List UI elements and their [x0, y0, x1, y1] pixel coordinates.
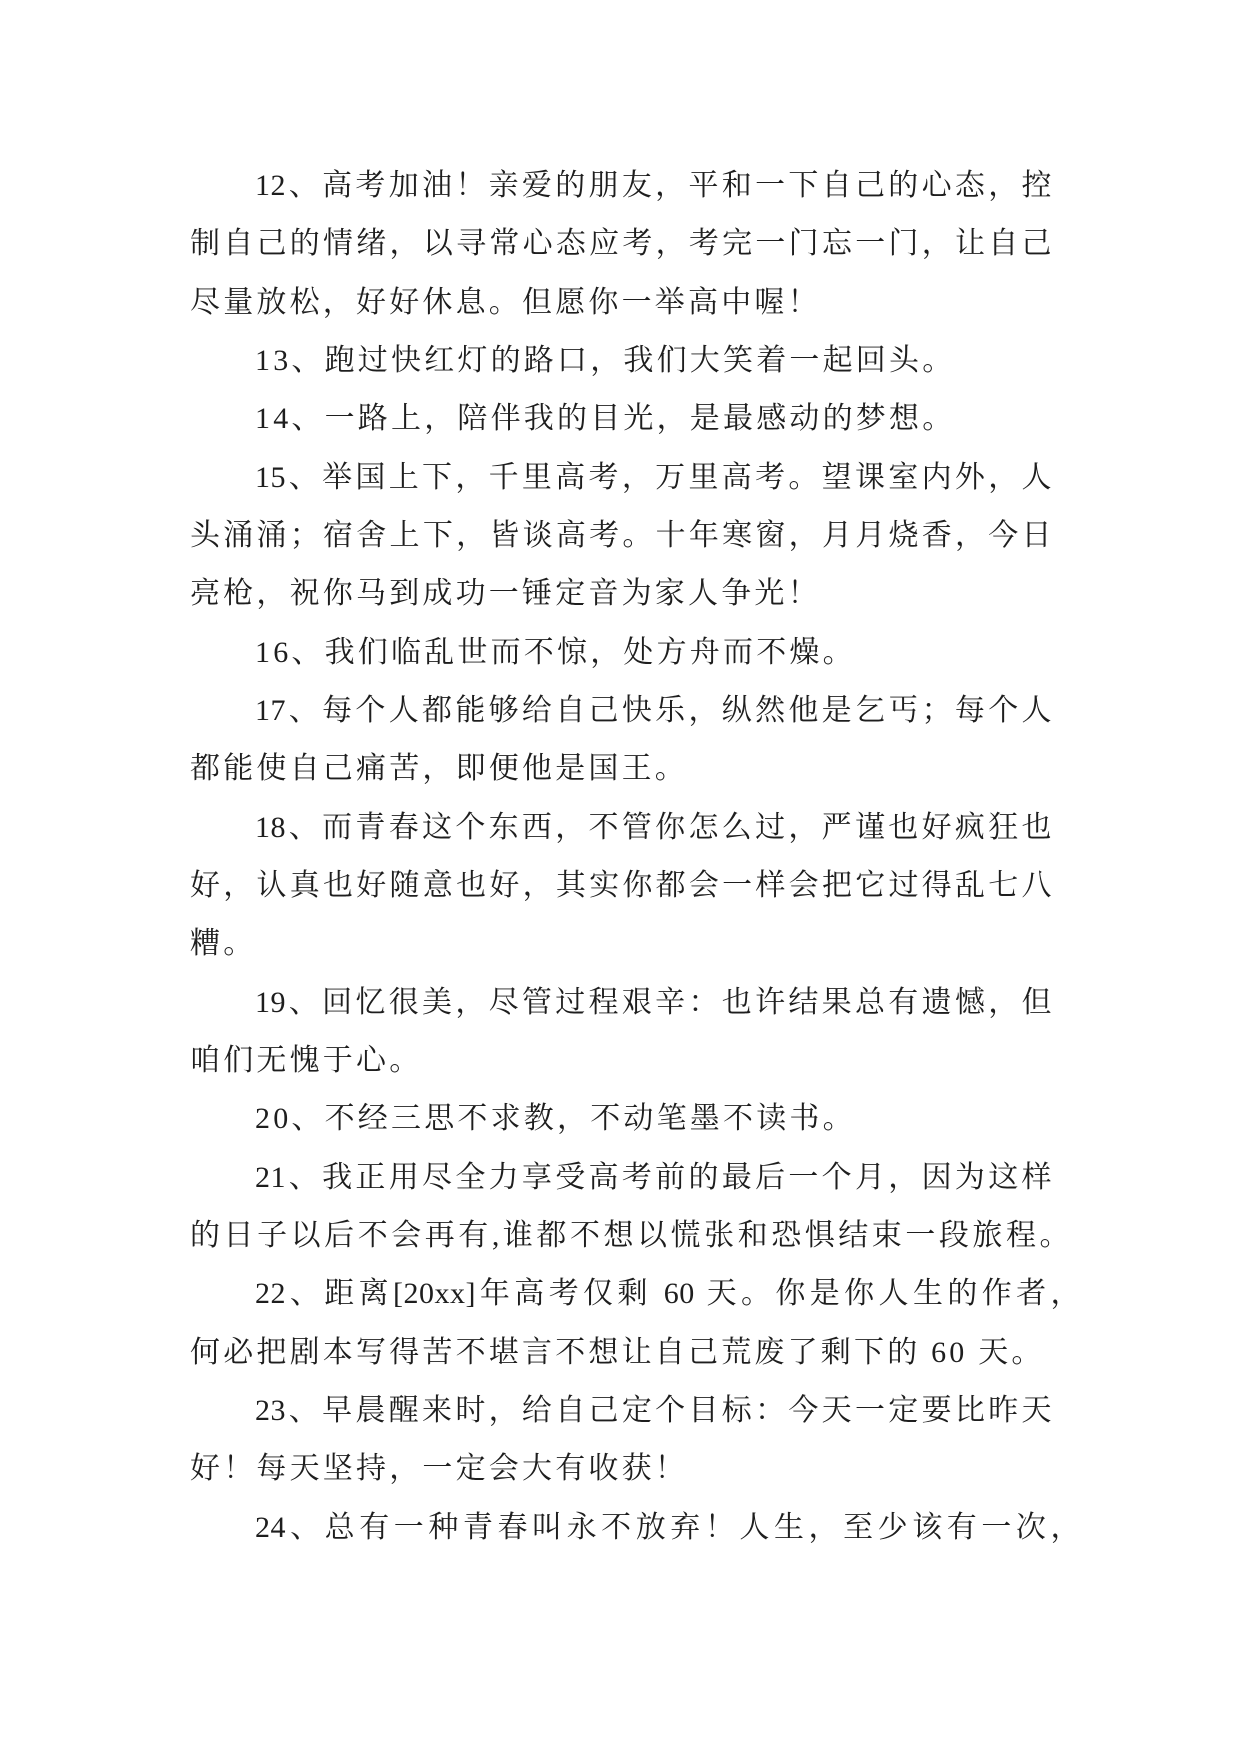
paragraph-line: 17、每个人都能够给自己快乐，纵然他是乞丐；每个人	[255, 693, 1052, 727]
paragraph-22	[190, 1265, 1081, 1382]
paragraph-line: 23、早晨醒来时，给自己定个目标：今天一定要比昨天	[255, 1393, 1052, 1427]
paragraph-13	[190, 332, 1052, 390]
paragraph-line: 21、我正用尽全力享受高考前的最后一个月，因为这样	[255, 1160, 1052, 1194]
paragraph-line: 咱们无愧于心。	[190, 1043, 423, 1077]
paragraph-line: 何必把剧本写得苦不堪言不想让自己荒废了剩下的 60 天。	[190, 1335, 1045, 1369]
paragraph-line: 19、回忆很美，尽管过程艰辛：也许结果总有遗憾，但	[255, 985, 1052, 1019]
paragraph-19	[190, 974, 1052, 1091]
paragraph-17	[190, 682, 1052, 799]
paragraph-15	[190, 449, 1052, 624]
paragraph-line: 好！每天坚持，一定会大有收获！	[190, 1452, 688, 1486]
paragraph-line: 22、距离[20xx]年高考仅剩 60 天。你是你人生的作者，	[255, 1277, 1081, 1311]
paragraph-line: 12、高考加油！亲爱的朋友，平和一下自己的心态，控	[255, 169, 1052, 202]
paragraph-line: 都能使自己痛苦，即便他是国王。	[190, 752, 688, 786]
paragraph-line: 好，认真也好随意也好，其实你都会一样会把它过得乱七八	[190, 868, 1052, 902]
paragraph-20	[190, 1090, 1052, 1148]
paragraph-line: 14、一路上，陪伴我的目光，是最感动的梦想。	[255, 402, 956, 436]
paragraph-line: 尽量放松，好好休息。但愿你一举高中喔！	[190, 285, 821, 319]
paragraph-line: 18、而青春这个东西，不管你怎么过，严谨也好疯狂也	[255, 810, 1052, 844]
paragraph-line: 16、我们临乱世而不惊，处方舟而不燥。	[255, 635, 856, 669]
paragraph-line: 24、总有一种青春叫永不放弃！人生，至少该有一次，	[255, 1510, 1081, 1544]
paragraph-line: 13、跑过快红灯的路口，我们大笑着一起回头。	[255, 343, 956, 377]
paragraph-line: 糟。	[190, 927, 257, 961]
paragraph-line: 制自己的情绪，以寻常心态应考，考完一门忘一门，让自己	[190, 227, 1052, 261]
paragraph-23	[190, 1382, 1052, 1499]
paragraph-line: 20、不经三思不求教，不动笔墨不读书。	[255, 1102, 856, 1136]
paragraph-line: 15、举国上下，千里高考，万里高考。望课室内外，人	[255, 460, 1052, 494]
paragraph-24	[190, 1499, 1081, 1557]
paragraph-line: 亮枪，祝你马到成功一锤定音为家人争光！	[190, 577, 821, 611]
paragraph-line: 的日子以后不会再有,谁都不想以慌张和恐惧结束一段旅程。	[190, 1218, 1070, 1252]
document-body	[190, 157, 1081, 1557]
paragraph-14	[190, 390, 1052, 448]
paragraph-16	[190, 624, 1052, 682]
paragraph-line: 头涌涌；宿舍上下，皆谈高考。十年寒窗，月月烧香，今日	[190, 518, 1052, 552]
paragraph-21	[190, 1149, 1070, 1266]
paragraph-18	[190, 799, 1052, 974]
paragraph-12	[190, 157, 1052, 332]
